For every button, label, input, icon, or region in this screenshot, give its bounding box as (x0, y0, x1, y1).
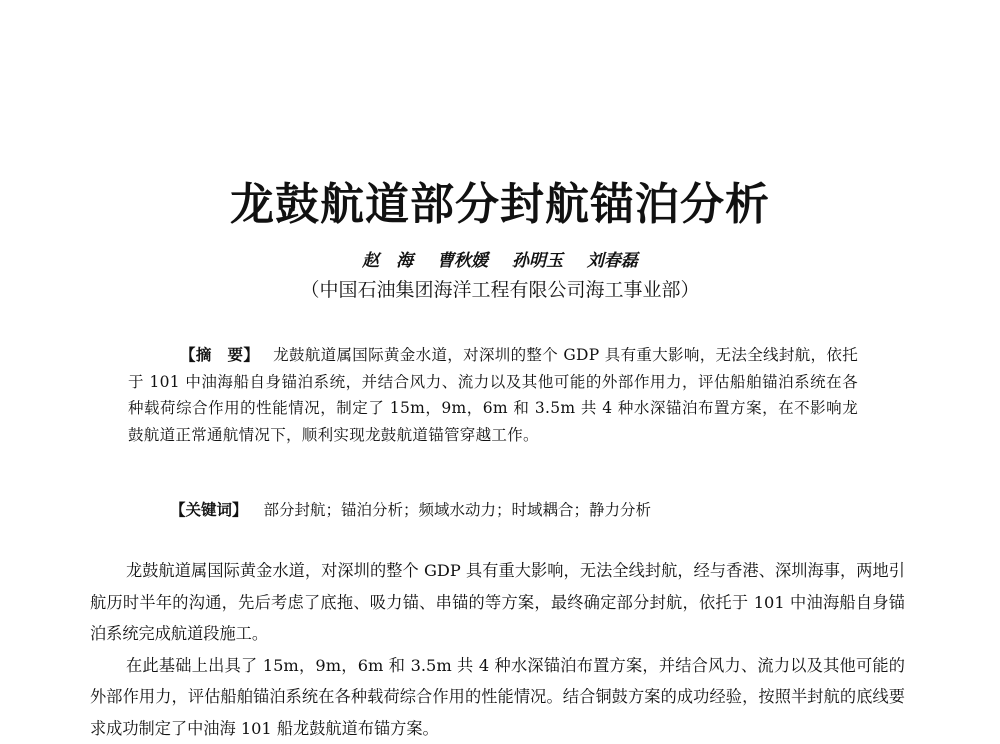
author-affiliation: （中国石油集团海洋工程有限公司海工事业部） (0, 275, 1000, 302)
keywords-section (170, 498, 870, 522)
body-paragraph: 在此基础上出具了 15m，9m，6m 和 3.5m 共 4 种水深锚泊布置方案，并结合风力、流力以及其他可能的外部作用力，评估船舶锚泊系统在各种载荷综合作用的性能情况。结合铜鼓方案的成功经验，按照半封航的底线要求成功制定了中油海 101 船龙鼓航道布锚方案。 (90, 650, 905, 744)
author-name: 刘春磊 (587, 251, 638, 271)
abstract-text: 龙鼓航道属国际黄金水道，对深圳的整个 GDP 具有重大影响，无法全线封航，依托于 101 中油海船自身锚泊系统，并结合风力、流力以及其他可能的外部作用力，评估船舶锚泊系统在各种载荷综合作用的性能情况，制定了 15m，9m，6m 和 3.5m 共 4 种水深锚泊布置方案，在不影响龙鼓航道正常通航情况下，顺利实现龙鼓航道锚管穿越工作。 (128, 346, 858, 444)
keywords-label: 【关键词】 (170, 501, 248, 519)
author-list (0, 246, 1000, 271)
author-name: 曹秋媛 (437, 251, 488, 271)
body-text (90, 555, 905, 744)
body-paragraph: 龙鼓航道属国际黄金水道，对深圳的整个 GDP 具有重大影响，无法全线封航，经与香港、深圳海事，两地引航历时半年的沟通，先后考虑了底拖、吸力锚、串锚的等方案，最终确定部分封航，依托于 101 中油海船自身锚泊系统完成航道段施工。 (90, 555, 905, 650)
abstract-section (128, 342, 858, 448)
abstract-label: 【摘 要】 (180, 346, 259, 364)
paper-title: 龙鼓航道部分封航锚泊分析 (0, 168, 1000, 232)
author-name: 赵 海 (362, 251, 413, 271)
author-name: 孙明玉 (512, 251, 563, 271)
keywords-text: 部分封航；锚泊分析；频域水动力；时域耦合；静力分析 (264, 501, 652, 519)
